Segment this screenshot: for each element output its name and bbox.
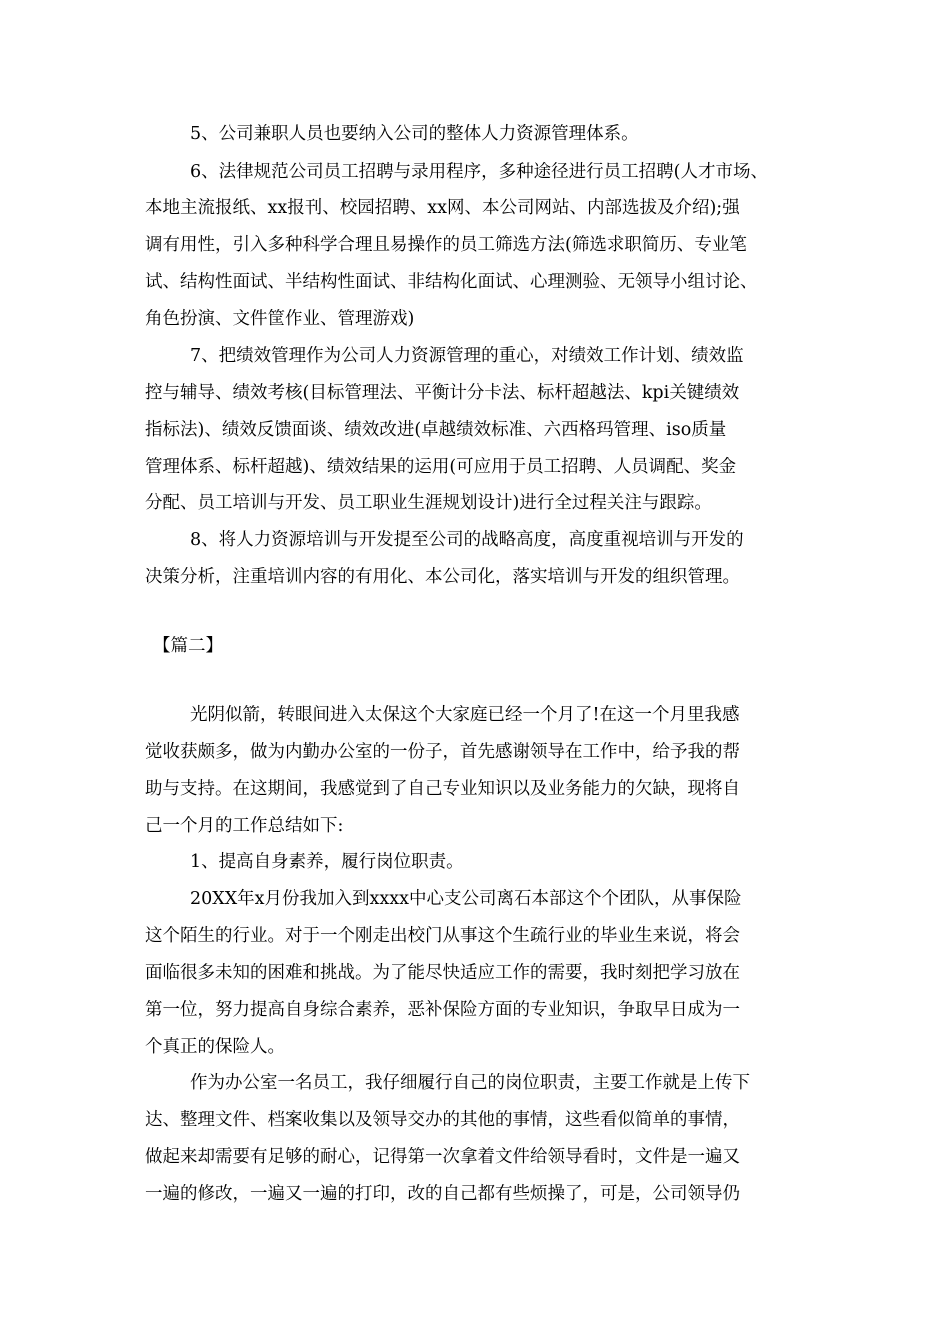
text-line: 管理体系、标杆超越)、绩效结果的运用(可应用于员工招聘、人员调配、奖金 (145, 457, 737, 477)
text-line: 7、把绩效管理作为公司人力资源管理的重心，对绩效工作计划、绩效监 (190, 346, 744, 366)
text-line: 5、公司兼职人员也要纳入公司的整体人力资源管理体系。 (190, 124, 639, 144)
text-line: 觉收获颇多，做为内勤办公室的一份子，首先感谢领导在工作中，给予我的帮 (145, 742, 740, 762)
text-line: 个真正的保险人。 (145, 1037, 285, 1057)
text-line: 试、结构性面试、半结构性面试、非结构化面试、心理测验、无领导小组讨论、 (145, 272, 758, 292)
text-line: 角色扮演、文件筐作业、管理游戏) (145, 309, 415, 329)
text-line: 调有用性，引入多种科学合理且易操作的员工筛选方法(筛选求职简历、专业笔 (145, 235, 747, 255)
text-line: 作为办公室一名员工，我仔细履行自己的岗位职责，主要工作就是上传下 (190, 1073, 750, 1093)
text-line: 20XX年x月份我加入到xxxx中心支公司离石本部这个个团队，从事保险 (190, 889, 742, 909)
section-heading: 【篇二】 (153, 636, 223, 656)
text-line: 决策分析，注重培训内容的有用化、本公司化，落实培训与开发的组织管理。 (145, 567, 740, 587)
text-line: 分配、员工培训与开发、员工职业生涯规划设计)进行全过程关注与跟踪。 (145, 493, 712, 513)
text-line: 1、提高自身素养，履行岗位职责。 (190, 852, 464, 872)
text-line: 6、法律规范公司员工招聘与录用程序，多种途径进行员工招聘(人才市场、 (190, 162, 768, 182)
text-line: 本地主流报纸、xx报刊、校园招聘、xx网、本公司网站、内部选拔及介绍);强 (145, 198, 740, 218)
text-line: 光阴似箭，转眼间进入太保这个大家庭已经一个月了!在这一个月里我感 (190, 705, 740, 725)
text-line: 控与辅导、绩效考核(目标管理法、平衡计分卡法、标杆超越法、kpi关键绩效 (145, 383, 740, 403)
text-line: 指标法)、绩效反馈面谈、绩效改进(卓越绩效标准、六西格玛管理、iso质量 (145, 420, 727, 440)
text-line: 第一位，努力提高自身综合素养，恶补保险方面的专业知识，争取早日成为一 (145, 1000, 740, 1020)
text-line: 这个陌生的行业。对于一个刚走出校门从事这个生疏行业的毕业生来说，将会 (145, 926, 740, 946)
text-line: 助与支持。在这期间，我感觉到了自己专业知识以及业务能力的欠缺，现将自 (145, 779, 740, 799)
text-line: 己一个月的工作总结如下: (145, 816, 344, 836)
text-line: 做起来却需要有足够的耐心，记得第一次拿着文件给领导看时，文件是一遍又 (145, 1147, 740, 1167)
text-line: 一遍的修改，一遍又一遍的打印，改的自己都有些烦操了，可是，公司领导仍 (145, 1184, 740, 1204)
text-line: 面临很多未知的困难和挑战。为了能尽快适应工作的需要，我时刻把学习放在 (145, 963, 740, 983)
text-line: 8、将人力资源培训与开发提至公司的战略高度，高度重视培训与开发的 (190, 530, 744, 550)
text-line: 达、整理文件、档案收集以及领导交办的其他的事情，这些看似简单的事情， (145, 1110, 740, 1130)
